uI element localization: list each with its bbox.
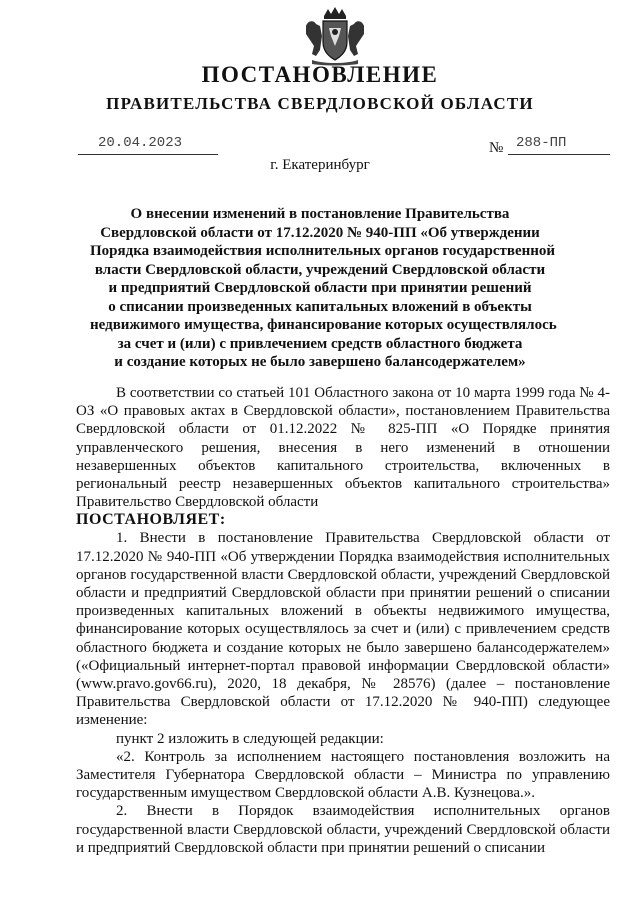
title-line: Порядка взаимодействия исполнительных органов государственной [90, 243, 556, 259]
item-2-paragraph: 2. Внести в Порядок взаимодействия исполнительных органов государственной власти Свердловской области, учреждений Свердловской области и предприятий Свердловской области при принятии решений о списании [76, 803, 610, 856]
coat-of-arms-icon [302, 6, 368, 66]
title-line: Свердловской области от 17.12.2020 № 940-ПП «Об утверждении [100, 224, 540, 241]
item-1-quote: «2. Контроль за исполнением настоящего постановления возложить на Заместителя Губернатора Свердловской области – Министра по управлению государственным имуществом Свердловской области А.В. Кузнецова.». [76, 748, 610, 802]
title-line: за счет и (или) с привлечением средств областного бюджета [117, 335, 523, 352]
title-line: недвижимого имущества, финансирование которых осуществлялось [90, 317, 557, 333]
document-type-heading: ПОСТАНОВЛЕНИЕ [201, 62, 439, 87]
item-1-subparagraph: пункт 2 изложить в следующей редакции: [116, 730, 384, 747]
title-line: о списании произведенных капитальных вложений в объекты [108, 298, 532, 315]
preamble-paragraph: В соответствии со статьей 101 Областного закона от 10 марта 1999 года № 4-ОЗ «О правовых актах в Свердловской области», постановлением Правительства Свердловской области от 01.12.2022 № 825-ПП «О Порядке принятия управленческого решения, внесения в него изменений в отношении незавершенных объектов капитального строительства, включенных в региональный реестр незавершенных объектов капитального строительства» Правительство Свердловской области [76, 385, 610, 511]
issuer-heading: ПРАВИТЕЛЬСТВА СВЕРДЛОВСКОЙ ОБЛАСТИ [106, 94, 534, 113]
document-title [90, 205, 557, 372]
title-line: и предприятий Свердловской области при принятии решений [108, 280, 532, 296]
number-sign: № [489, 140, 504, 156]
document-number: 288-ПП [508, 135, 610, 155]
title-line: власти Свердловской области, учреждений Свердловской области [94, 261, 546, 278]
item-1-paragraph: 1. Внести в постановление Правительства Свердловской области от 17.12.2020 № 940-ПП «Об утверждении Порядка взаимодействия исполнительных органов государственной власти Свердловской области, учреждений Свердловской области и предприятий Свердловской области при принятии решений о списании произведенных капитальных вложений в объекты недвижимого имущества, финансирование которых осуществлялось за счет и (или) с привлечением средств областного бюджета и создание которых не было завершено балансодержателем» («Официальный интернет-портал правовой информации Свердловской области» (www.pravo.gov66.ru), 2020, 18 декабря, № 28576) (далее – постановление Правительства Свердловской области от 17.12.2020 № 940-ПП) следующее изменение: [76, 530, 610, 729]
city-line: г. Екатеринбург [270, 157, 370, 173]
decree-word: ПОСТАНОВЛЯЕТ: [76, 511, 226, 529]
title-line: О внесении изменений в постановление Правительства [130, 206, 510, 222]
document-date: 20.04.2023 [78, 135, 218, 155]
document-body [76, 384, 610, 857]
title-line: и создание которых не было завершено балансодержателем» [114, 354, 526, 370]
